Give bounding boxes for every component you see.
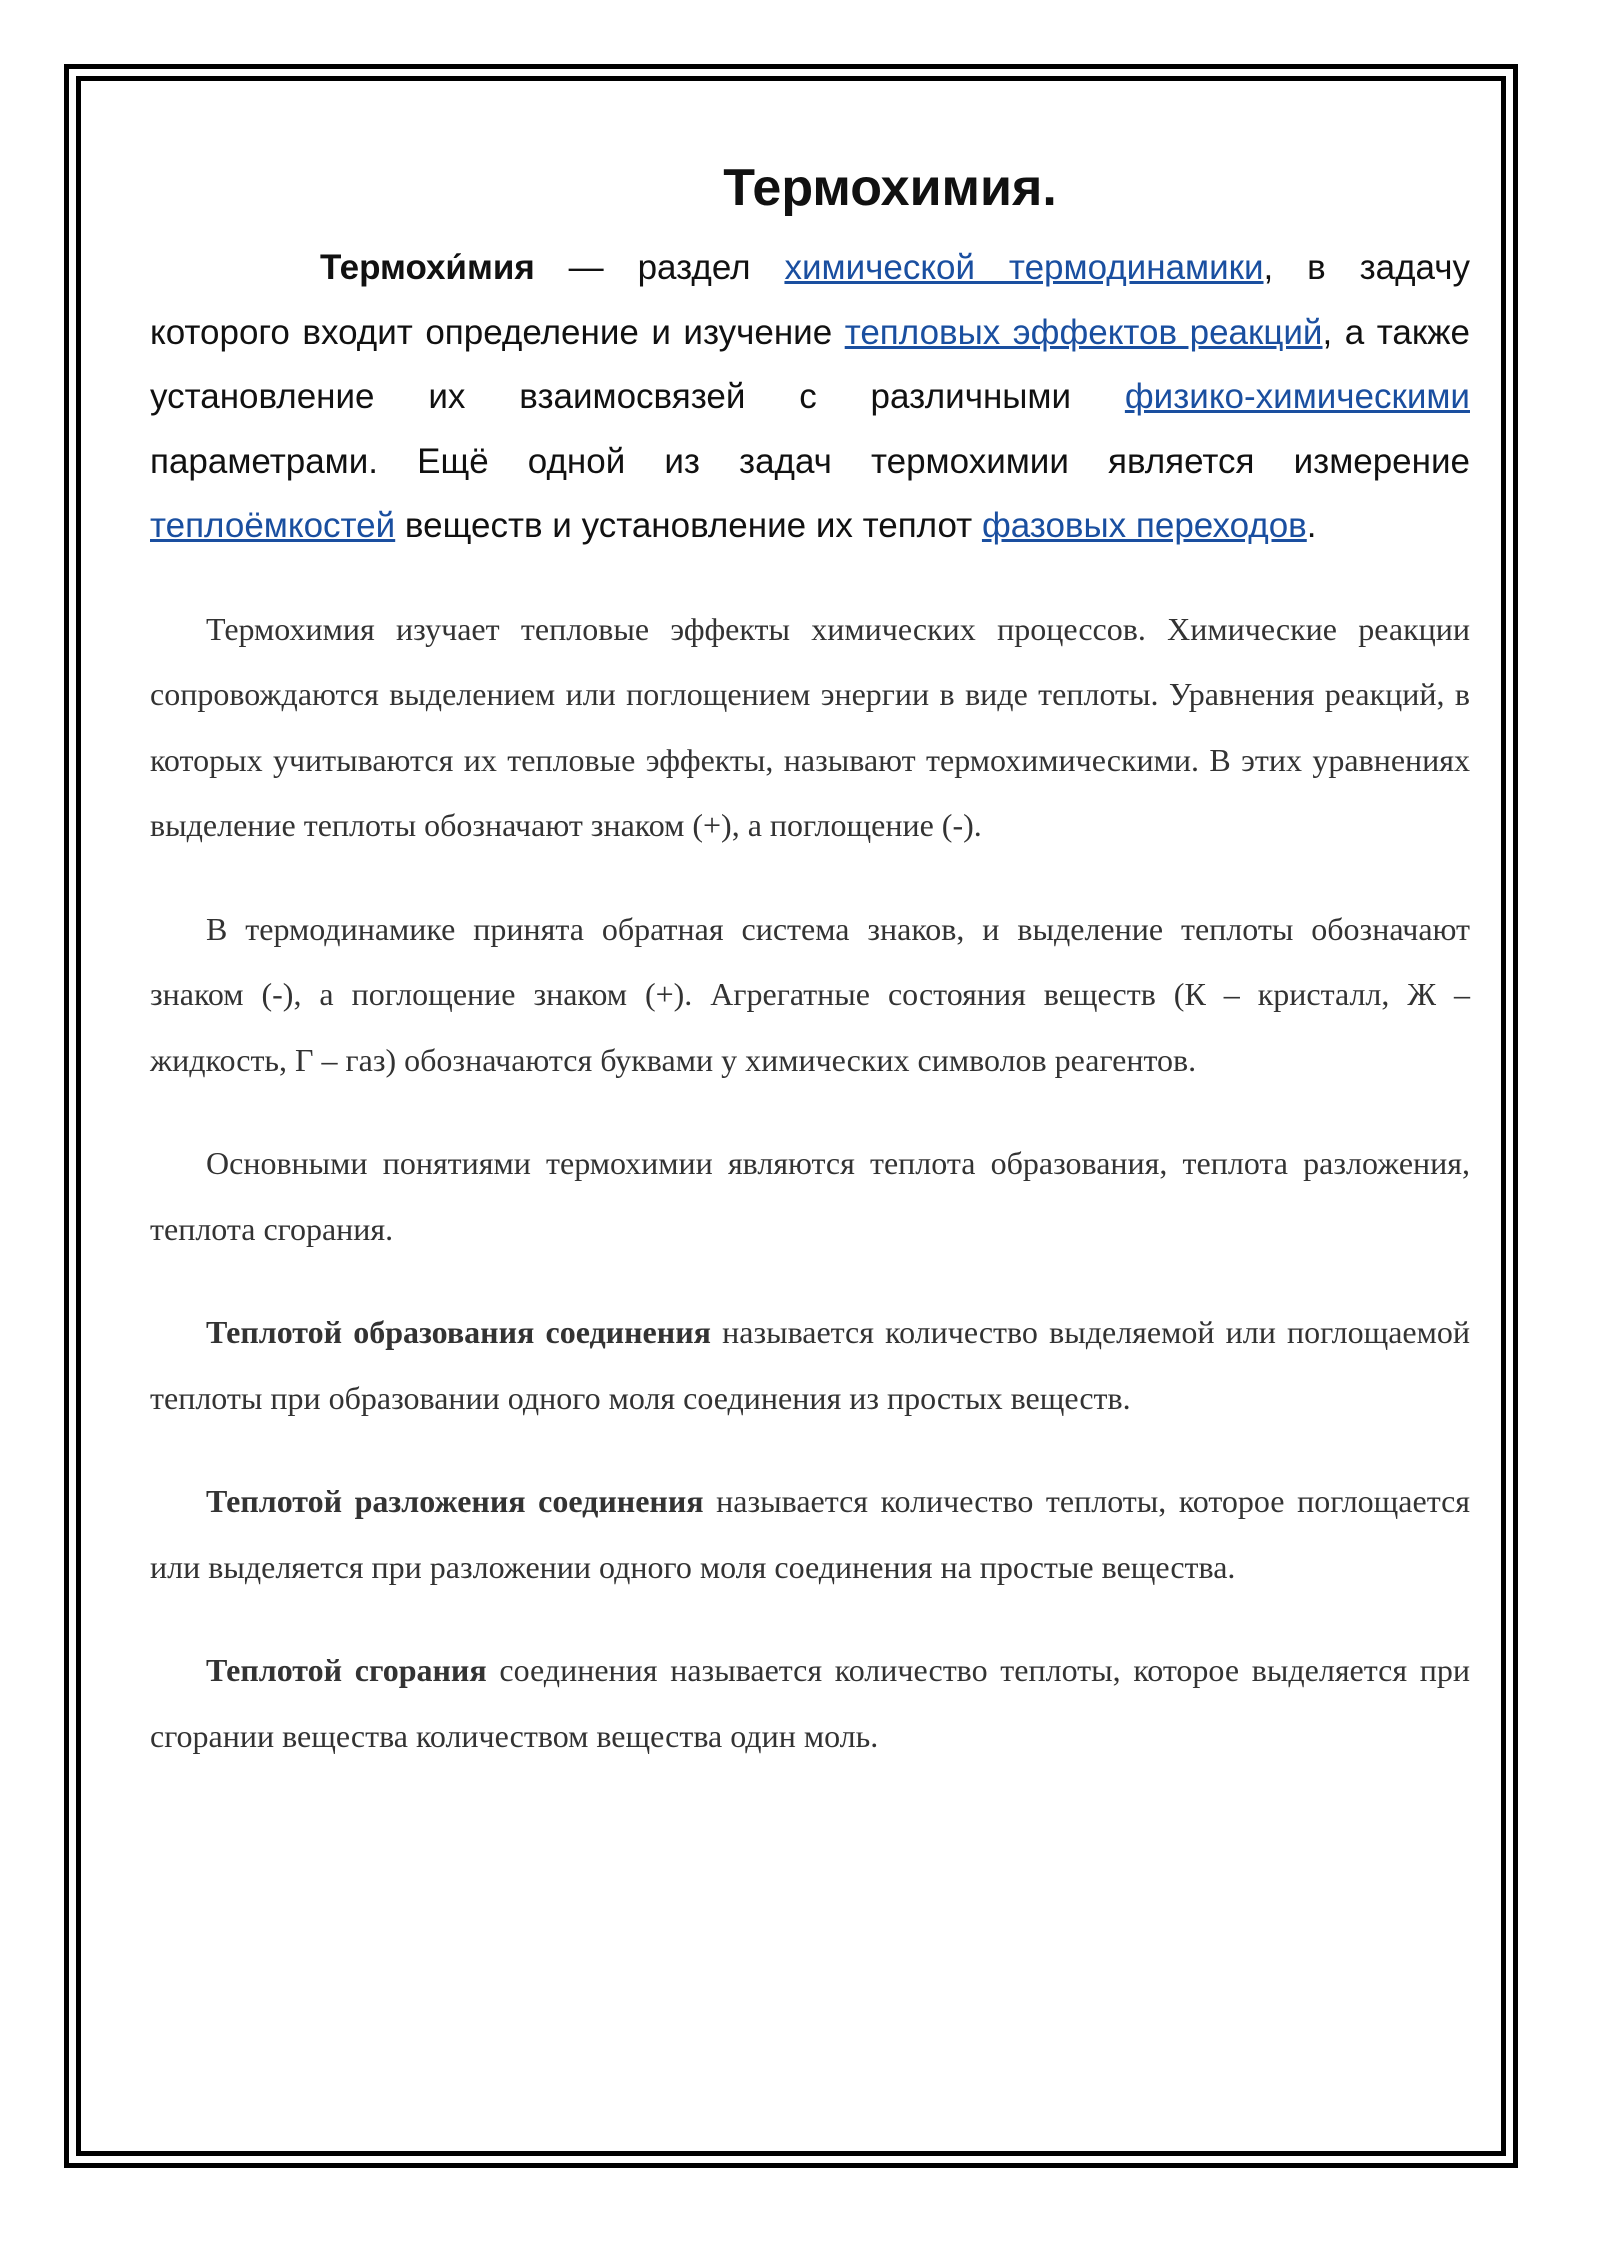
lead-paragraph bbox=[150, 236, 1470, 559]
definition-heat-of-formation bbox=[150, 1300, 1470, 1431]
link-physico-chemical[interactable]: физико-химическими bbox=[1124, 377, 1470, 416]
definition-heat-of-combustion bbox=[150, 1638, 1470, 1769]
lead-text-3: , а также установление их взаимосвязей с различными bbox=[150, 312, 1471, 416]
link-thermal-effects[interactable]: тепловых эффектов реакций bbox=[844, 312, 1323, 352]
lead-text-6: . bbox=[1306, 506, 1317, 545]
definition-term: Теплотой образования соединения bbox=[206, 1314, 711, 1350]
definition-text: называется количество выделяемой или поглощаемой теплоты при образовании одного моля соединения из простых веществ. bbox=[150, 1314, 1471, 1416]
lead-text-1: раздел bbox=[637, 248, 785, 287]
page-title: Термохимия. bbox=[723, 159, 1057, 217]
document-body bbox=[150, 140, 1470, 1769]
lead-text-5: веществ и установление их теплот bbox=[395, 506, 982, 545]
lead-term: Термохи́мия bbox=[320, 248, 535, 287]
lead-text-2: , в задачу которого входит определение и изучение bbox=[150, 248, 1470, 352]
link-heat-capacities[interactable]: теплоёмкостей bbox=[150, 506, 396, 545]
paragraph-sign-convention: В термодинамике принята обратная система знаков, и выделение теплоты обозначают знаком (-), а поглощение знаком (+). Агрегатные состояния веществ (К – кристалл, Ж – жидкость, Г – газ) обозначаются буквами у химических символов реагентов. bbox=[150, 910, 1470, 1078]
definition-term: Теплотой разложения соединения bbox=[206, 1483, 704, 1519]
definition-text: соединения называется количество теплоты, которое выделяется при сгорании вещества количеством вещества один моль. bbox=[150, 1652, 1471, 1754]
definition-heat-of-decomposition bbox=[150, 1469, 1470, 1600]
lead-text-4: параметрами. Ещё одной из задач термохимии является измерение bbox=[150, 441, 1470, 481]
paragraph-thermochemistry-effects: Термохимия изучает тепловые эффекты химических процессов. Химические реакции сопровождаются выделением или поглощением энергии в виде теплоты. Уравнения реакций, в которых учитываются их тепловые эффекты, называют термохимическими. В этих уравнениях выделение теплоты обозначают знаком (+), а поглощение (-). bbox=[150, 610, 1470, 843]
lead-dash: — bbox=[534, 248, 638, 287]
link-phase-transitions[interactable]: фазовых переходов bbox=[981, 506, 1307, 545]
definition-term: Теплотой сгорания bbox=[206, 1652, 487, 1688]
paragraph-basic-concepts: Основными понятиями термохимии являются теплота образования, теплота разложения, теплота сгорания. bbox=[150, 1145, 1470, 1247]
definition-text: называется количество теплоты, которое поглощается или выделяется при разложении одного моля соединения на простые вещества. bbox=[150, 1483, 1471, 1585]
link-chemical-thermodynamics[interactable]: химической термодинамики bbox=[784, 248, 1264, 287]
